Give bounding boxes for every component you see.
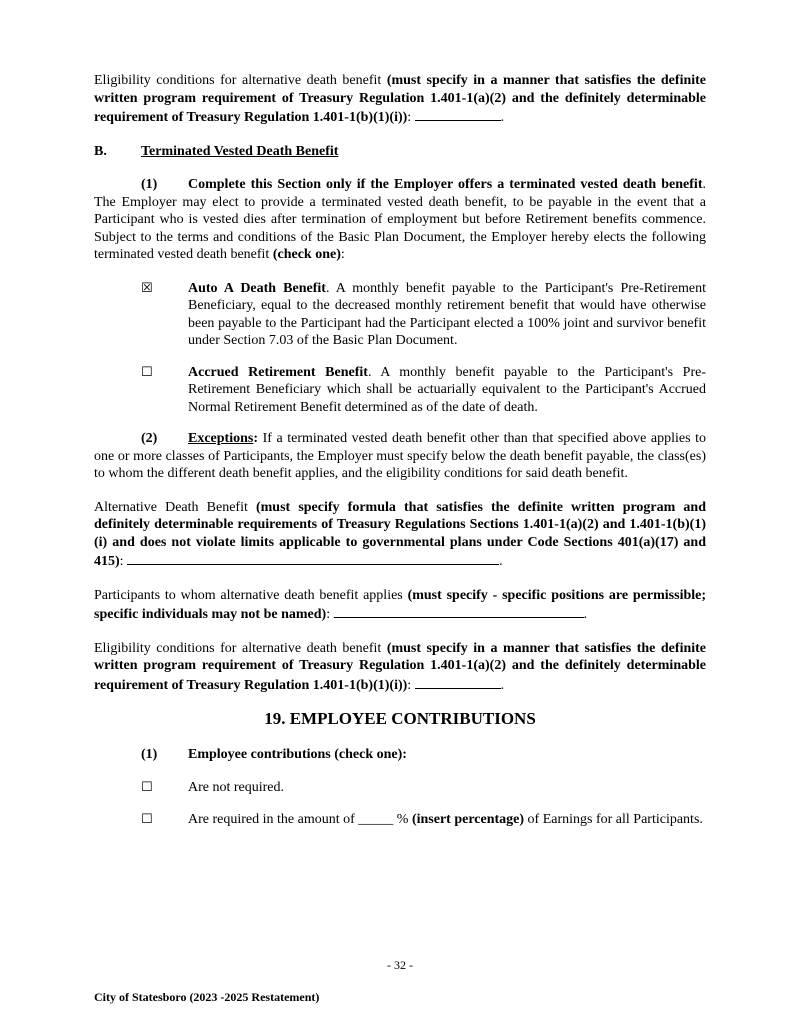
document-body (94, 72, 706, 842)
option-text-post: of Earnings for all Participants. (524, 811, 703, 827)
eligibility-instruction: (must specify in a manner that satisfies the definite written program requirement of Treasury Regulation 1.401-1(a)(2) and the definitely determinable requirement of Treasury Regulation 1.401-1(b)(1)(i)) (94, 640, 707, 693)
paragraph-2-exceptions: (2) Exceptions: If a terminated vested death benefit other than that specified above applies to one or more classes of Participants, the Employer must specify below the death benefit payable, the class(es) to whom the different death benefit applies, and the eligibility conditions for said death benefit. (94, 431, 706, 481)
option-text: . A monthly benefit payable to the Participant's Pre-Retirement Beneficiary which shall be actuarially equivalent to the Participant's Accrued Normal Retirement Benefit determined as of the date of death. (188, 364, 706, 415)
insert-percentage-label: (insert percentage) (411, 811, 525, 827)
exceptions-text: If a terminated vested death benefit other than that specified above applies to one or more classes of Participants, the Employer must specify below the death benefit payable, the class(es) to whom the different death benefit applies, and the eligibility conditions for said death benefit. (94, 431, 706, 481)
option-required-amount (141, 811, 706, 829)
option-not-required (141, 779, 706, 797)
section-b-title: Terminated Vested Death Benefit (141, 143, 339, 159)
eligibility-blank-field[interactable] (415, 107, 501, 121)
paragraph-1-bold: Complete this Section only if the Employer offers a terminated vested death benefit (188, 177, 703, 192)
option-text: Are not required. (188, 780, 285, 795)
page-number: - 32 - (387, 958, 413, 972)
paragraph-1: (1) Complete this Section only if the Employer offers a terminated vested death benefit. The Employer may elect to provide a terminated vested death benefit, to be payable in the event that a Participant who is vested dies after termination of employment but before Retirement benefits commence. Subject to the terms and conditions of the Basic Plan Document, the Employer hereby elects the following terminated vested death benefit (check one): (94, 177, 706, 262)
eligibility-blank-field[interactable] (415, 675, 501, 689)
alternative-death-benefit-paragraph: Alternative Death Benefit (must specify formula that satisfies the definite written program and definitely determinable requirements of Treasury Regulations Sections 1.401-1(a)(2) and 1.401-1(b)(1)(i) and does not violate limits applicable to governmental plans under Code Sections 401(a)(17) and 415): . (94, 499, 707, 569)
alternative-benefit-instruction: (must specify formula that satisfies the definite written program and definitely determinable requirements of Treasury Regulations Sections 1.401-1(a)(2) and 1.401-1(b)(1)(i) and does not violate limits applicable to governmental plans under Code Sections 401(a)(17) and 415) (94, 499, 707, 569)
option-text: . A monthly benefit payable to the Participant's Pre-Retirement Beneficiary, equal to the decreased monthly retirement benefit that would have otherwise been payable to the Participant had the Participant elected a 100% joint and survivor benefit under Section 7.03 of the Basic Plan Document. (188, 280, 706, 348)
section-b-header (94, 143, 706, 161)
section-b-letter: B. (94, 143, 107, 159)
option-accrued-retirement-benefit (141, 364, 706, 417)
option-title: Accrued Retirement Benefit (188, 364, 368, 380)
eligibility-instruction: (must specify in a manner that satisfies the definite written program requirement of Treasury Regulation 1.401-1(a)(2) and the definitely determinable requirement of Treasury Regulation 1.401-1(b)(1)(i)) (94, 73, 707, 125)
section-19-heading: 19. EMPLOYEE CONTRIBUTIONS (264, 709, 536, 728)
participants-blank-field[interactable] (334, 604, 584, 618)
participants-instruction: (must specify - specific positions are permissible; specific individuals may not be named) (94, 587, 707, 622)
eligibility-paragraph-bottom: Eligibility conditions for alternative death benefit (must specify in a manner that satisfies the definite written program requirement of Treasury Regulation 1.401-1(a)(2) and the definitely determinable requirement of Treasury Regulation 1.401-1(b)(1)(i)): . (94, 640, 707, 693)
employee-contributions-item: (1) Employee contributions (check one): (141, 746, 407, 762)
checkbox-unchecked-icon[interactable]: ☐ (141, 364, 153, 380)
alternative-benefit-blank-field[interactable] (127, 551, 499, 565)
document-footer: City of Statesboro (2023 -2025 Restatement) (94, 990, 320, 1004)
exceptions-label: Exceptions (188, 431, 254, 446)
eligibility-paragraph-top: Eligibility conditions for alternative death benefit (must specify in a manner that satisfies the definite written program requirement of Treasury Regulation 1.401-1(a)(2) and the definitely determinable requirement of Treasury Regulation 1.401-1(b)(1)(i)): . (94, 73, 707, 125)
option-auto-a-death-benefit (141, 280, 706, 350)
option-title: Auto A Death Benefit (188, 280, 326, 296)
checkbox-unchecked-icon[interactable]: ☐ (141, 780, 153, 795)
paragraph-1-text: . The Employer may elect to provide a terminated vested death benefit, to be payable in the event that a Participant who is vested dies after termination of employment but before Retirement benefits commence. Subject to the terms and conditions of the Basic Plan Document, the Employer hereby elects the following terminated vested death benefit (94, 177, 706, 262)
eligibility-lead: Eligibility conditions for alternative death benefit (94, 73, 387, 88)
checkbox-checked-icon[interactable]: ☒ (141, 280, 153, 296)
option-text-pre: Are required in the amount of _____ % (188, 811, 412, 827)
checkbox-unchecked-icon[interactable]: ☐ (141, 811, 153, 827)
participants-paragraph: Participants to whom alternative death benefit applies (must specify - specific positions are permissible; specific individuals may not be named): . (94, 587, 707, 622)
employee-contributions-label: Employee contributions (check one): (188, 746, 407, 762)
